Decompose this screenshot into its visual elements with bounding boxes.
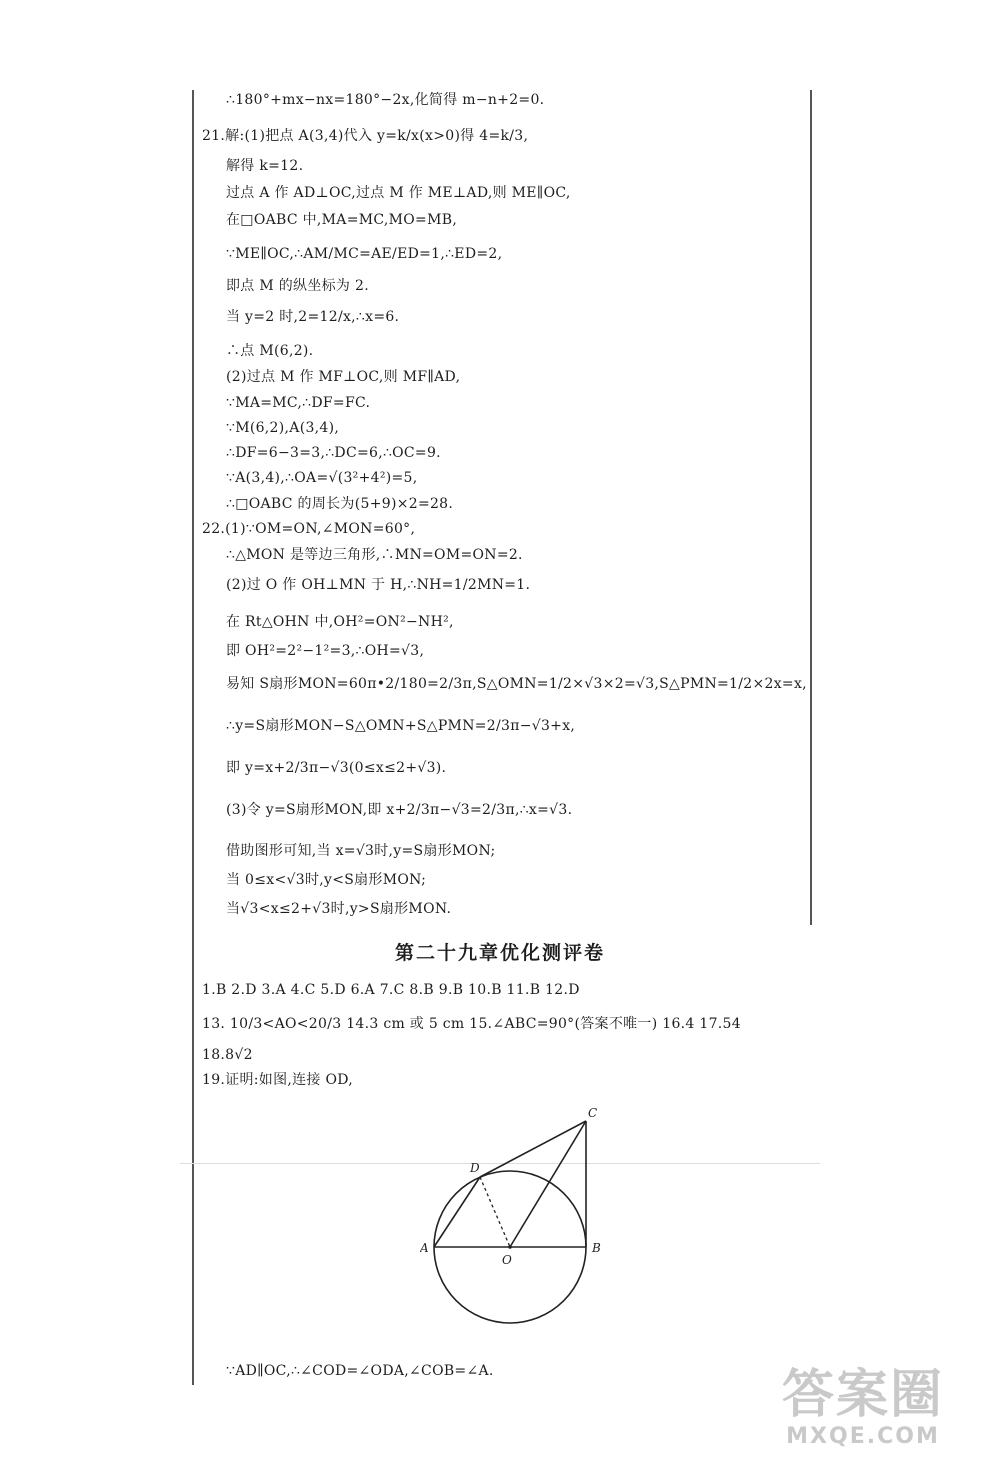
segment-oc [510, 1121, 586, 1247]
text-line: 过点 A 作 AD⊥OC,过点 M 作 ME⊥AD,则 ME∥OC, [226, 185, 571, 201]
text-line: 当√3<x≤2+√3时,y>S扇形MON. [226, 901, 452, 917]
watermark-logo [748, 1366, 978, 1461]
text-line: 当 y=2 时,2=12/x,∴x=6. [226, 309, 400, 325]
answer-line: 1.B 2.D 3.A 4.C 5.D 6.A 7.C 8.B 9.B 10.B 11.B 12.D [202, 982, 580, 998]
text-line: ∵MA=MC,∴DF=FC. [226, 395, 371, 411]
text-line: (3)令 y=S扇形MON,即 x+2/3π−√3=2/3π,∴x=√3. [226, 802, 573, 818]
text-line: 22.(1)∵OM=ON,∠MON=60°, [202, 521, 416, 537]
label-b: B [592, 1241, 601, 1255]
text-line: ∴□OABC 的周长为(5+9)×2=28. [226, 496, 454, 512]
label-c: C [588, 1106, 598, 1120]
right-margin-rule [810, 90, 812, 925]
text-line: (2)过点 M 作 MF⊥OC,则 MF∥AD, [226, 369, 461, 385]
text-line: ∴DF=6−3=3,∴DC=6,∴OC=9. [226, 445, 441, 461]
answer-line: 19.证明:如图,连接 OD, [202, 1072, 354, 1088]
text-line: (2)过 O 作 OH⊥MN 于 H,∴NH=1/2MN=1. [226, 577, 531, 593]
segment-ad [434, 1177, 480, 1247]
text-line: ∴y=S扇形MON−S△OMN+S△PMN=2/3π−√3+x, [226, 718, 576, 734]
text-line: 在□OABC 中,MA=MC,MO=MB, [226, 212, 458, 228]
text-line: ∵M(6,2),A(3,4), [226, 420, 340, 436]
text-line: 当 0≤x<√3时,y<S扇形MON; [226, 872, 427, 888]
text-line: 21.解:(1)把点 A(3,4)代入 y=k/x(x>0)得 4=k/3, [202, 128, 529, 144]
text-line: 在 Rt△OHN 中,OH²=ON²−NH², [226, 614, 454, 630]
chapter-heading: 第二十九章优化测评卷 [394, 942, 605, 964]
watermark-bottom: MXQE.COM [786, 1424, 940, 1449]
text-line: 借助图形可知,当 x=√3时,y=S扇形MON; [226, 843, 496, 859]
segment-dc [480, 1121, 586, 1177]
geometry-figure [420, 1100, 610, 1340]
text-line: 易知 S扇形MON=60π•2/180=2/3π,S△OMN=1/2×√3×2=√3,S△PMN=1/2×2x=x, [226, 676, 807, 692]
answer-line: 13. 10/3<AO<20/3 14.3 cm 或 5 cm 15.∠ABC=90°(答案不唯一) 16.4 17.54 [202, 1016, 741, 1032]
left-margin-rule [192, 90, 194, 1385]
text-line: ∵AD∥OC,∴∠COD=∠ODA,∠COB=∠A. [226, 1363, 494, 1379]
text-line: ∴△MON 是等边三角形,∴MN=OM=ON=2. [226, 547, 523, 563]
text-line: ∴点 M(6,2). [226, 343, 314, 359]
text-line: 即 OH²=2²−1²=3,∴OH=√3, [226, 643, 425, 659]
segment-od-dashed [480, 1177, 510, 1247]
text-line: 即点 M 的纵坐标为 2. [226, 278, 369, 294]
point-o [508, 1245, 512, 1249]
text-line: 解得 k=12. [226, 158, 304, 174]
watermark-top: 答案圈 [781, 1365, 944, 1425]
text-line: ∵ME∥OC,∴AM/MC=AE/ED=1,∴ED=2, [226, 246, 503, 262]
text-line: ∴180°+mx−nx=180°−2x,化简得 m−n+2=0. [226, 92, 545, 108]
label-d: D [470, 1161, 480, 1175]
text-line: 即 y=x+2/3π−√3(0≤x≤2+√3). [226, 760, 447, 776]
text-line: ∵A(3,4),∴OA=√(3²+4²)=5, [226, 470, 418, 486]
label-o: O [502, 1253, 512, 1267]
answer-line: 18.8√2 [202, 1047, 253, 1063]
label-a: A [420, 1241, 429, 1255]
